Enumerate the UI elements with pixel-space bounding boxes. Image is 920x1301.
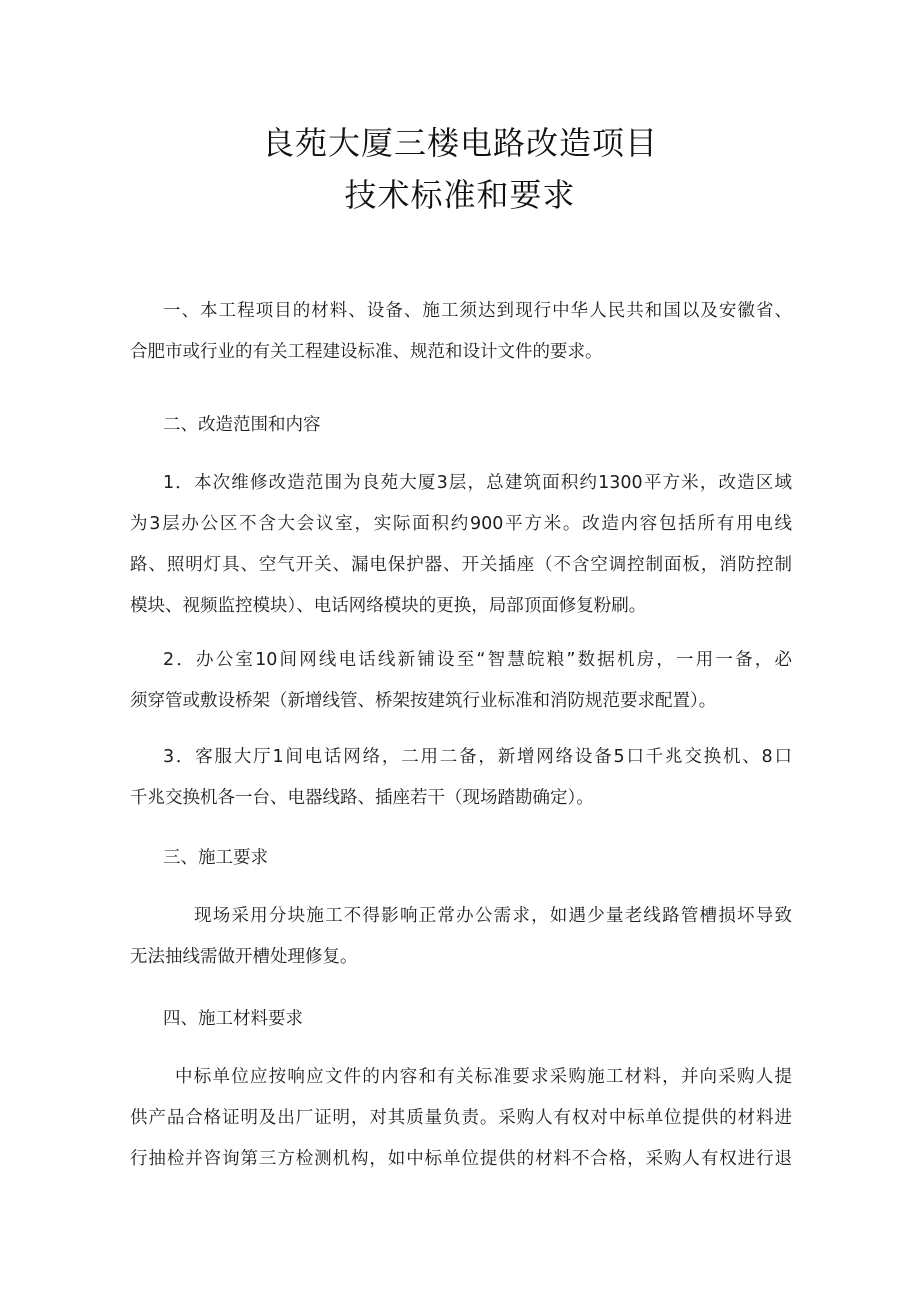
document-title-line2: 技术标准和要求	[344, 176, 576, 214]
section1-paragraph	[130, 291, 792, 373]
paragraph-line: 一、本工程项目的材料、设备、施工须达到现行中华人民共和国以及安徽省、	[163, 301, 792, 321]
paragraph-line: 为3层办公区不含大会议室，实际面积约900平方米。改造内容包括所有用电线	[130, 514, 792, 534]
paragraph-line: 1．本次维修改造范围为良苑大厦3层，总建筑面积约1300平方米，改造区域	[163, 473, 792, 493]
document-title-line1: 良苑大厦三楼电路改造项目	[261, 124, 658, 162]
paragraph-line: 行抽检并咨询第三方检测机构，如中标单位提供的材料不合格，采购人有权进行退	[130, 1149, 792, 1169]
section2-item2-paragraph	[130, 640, 792, 722]
paragraph-line: 2．办公室10间网线电话线新铺设至“智慧皖粮”数据机房，一用一备，必	[163, 650, 792, 670]
section2-item3-paragraph	[130, 737, 792, 819]
paragraph-line: 中标单位应按响应文件的内容和有关标准要求采购施工材料，并向采购人提	[175, 1067, 792, 1087]
section2-item1-paragraph	[130, 463, 792, 627]
section4-paragraph	[130, 1057, 792, 1180]
paragraph-line: 模块、视频监控模块）、电话网络模块的更换，局部顶面修复粉刷。	[130, 596, 647, 616]
paragraph-line: 路、照明灯具、空气开关、漏电保护器、开关插座（不含空调控制面板，消防控制	[130, 555, 792, 575]
paragraph-line: 须穿管或敷设桥架（新增线管、桥架按建筑行业标准和消防规范要求配置）。	[130, 691, 717, 711]
paragraph-line: 千兆交换机各一台、电器线路、插座若干（现场踏勘确定）。	[130, 788, 594, 808]
paragraph-line: 无法抽线需做开槽处理修复。	[130, 947, 358, 967]
paragraph-line: 现场采用分块施工不得影响正常办公需求，如遇少量老线路管槽损坏导致	[194, 906, 792, 926]
paragraph-line: 合肥市或行业的有关工程建设标准、规范和设计文件的要求。	[130, 342, 603, 362]
section2-heading: 二、改造范围和内容	[163, 415, 321, 435]
paragraph-line: 供产品合格证明及出厂证明，对其质量负责。采购人有权对中标单位提供的材料进	[130, 1108, 792, 1128]
paragraph-line: 3．客服大厅1间电话网络，二用二备，新增网络设备5口千兆交换机、8口	[163, 747, 792, 767]
section3-heading: 三、施工要求	[163, 848, 268, 868]
section4-heading: 四、施工材料要求	[163, 1009, 303, 1029]
section3-paragraph	[130, 896, 792, 978]
